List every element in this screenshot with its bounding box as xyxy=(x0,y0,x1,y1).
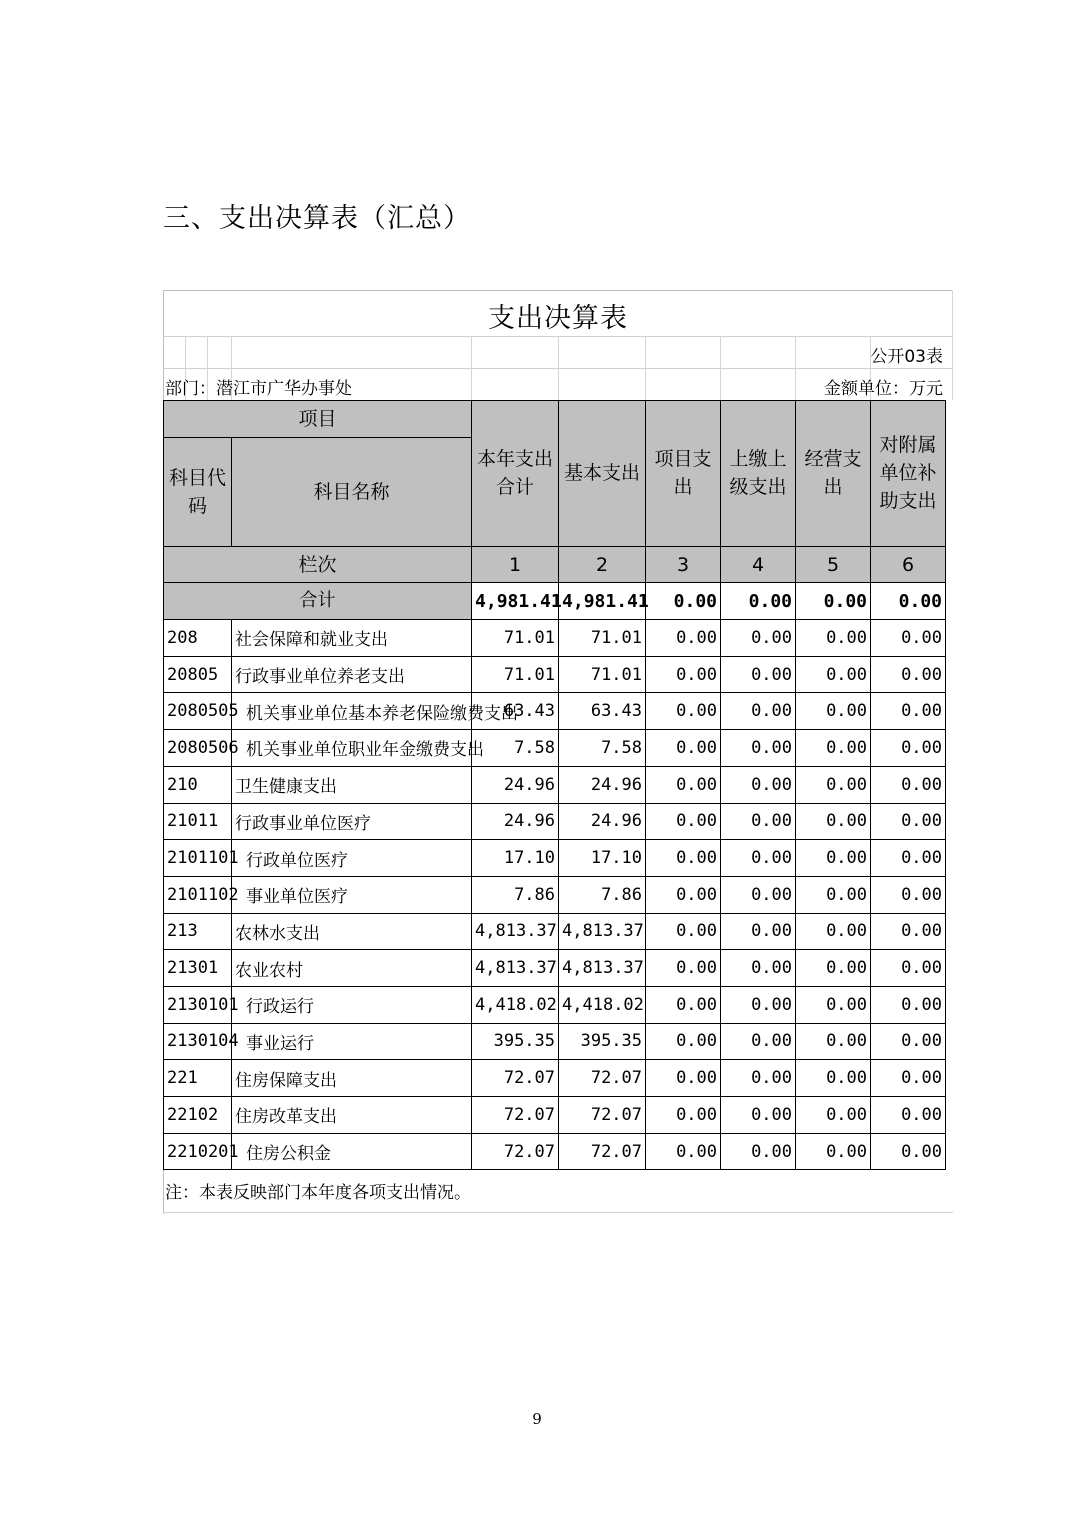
subject-code: 208 xyxy=(164,620,232,657)
subject-name: 行政运行 xyxy=(232,986,472,1023)
column-index-label: 栏次 xyxy=(164,546,472,583)
amount-cell: 4,813.37 xyxy=(472,913,559,950)
expenditure-table xyxy=(163,400,946,1170)
subject-code: 2101101 xyxy=(164,840,232,877)
subject-name: 卫生健康支出 xyxy=(232,766,472,803)
subject-code: 21301 xyxy=(164,950,232,987)
subject-name: 农业农村 xyxy=(232,950,472,987)
amount-cell: 0.00 xyxy=(646,1133,721,1170)
subject-code: 2080505 xyxy=(164,693,232,730)
amount-cell: 24.96 xyxy=(472,803,559,840)
amount-cell: 0.00 xyxy=(871,1060,946,1097)
amount-cell: 0.00 xyxy=(796,766,871,803)
amount-cell: 24.96 xyxy=(559,766,646,803)
total-value: 0.00 xyxy=(646,583,721,620)
table-row xyxy=(164,803,946,840)
amount-cell: 72.07 xyxy=(559,1097,646,1134)
total-label: 合计 xyxy=(164,583,472,620)
subject-name: 机关事业单位基本养老保险缴费支出 xyxy=(232,693,472,730)
amount-cell: 0.00 xyxy=(646,950,721,987)
column-number: 6 xyxy=(871,546,946,583)
total-value: 4,981.41 xyxy=(559,583,646,620)
amount-cell: 0.00 xyxy=(721,950,796,987)
subject-name: 行政事业单位养老支出 xyxy=(232,656,472,693)
subject-name: 社会保障和就业支出 xyxy=(232,620,472,657)
amount-cell: 0.00 xyxy=(871,1023,946,1060)
table-row xyxy=(164,1023,946,1060)
amount-cell: 0.00 xyxy=(646,803,721,840)
amount-cell: 4,813.37 xyxy=(472,950,559,987)
table-row xyxy=(164,1060,946,1097)
total-value: 4,981.41 xyxy=(472,583,559,620)
amount-cell: 0.00 xyxy=(646,840,721,877)
amount-cell: 63.43 xyxy=(559,693,646,730)
amount-cell: 7.58 xyxy=(559,730,646,767)
table-row xyxy=(164,656,946,693)
amount-cell: 0.00 xyxy=(871,950,946,987)
amount-cell: 0.00 xyxy=(721,1097,796,1134)
subject-name: 行政事业单位医疗 xyxy=(232,803,472,840)
amount-cell: 0.00 xyxy=(721,620,796,657)
column-number: 1 xyxy=(472,546,559,583)
subject-name: 住房保障支出 xyxy=(232,1060,472,1097)
subject-code: 21011 xyxy=(164,803,232,840)
amount-cell: 0.00 xyxy=(721,730,796,767)
table-row xyxy=(164,1097,946,1134)
amount-cell: 0.00 xyxy=(721,693,796,730)
subject-code: 221 xyxy=(164,1060,232,1097)
grid-line xyxy=(163,1212,953,1213)
amount-cell: 0.00 xyxy=(871,1097,946,1134)
amount-cell: 24.96 xyxy=(472,766,559,803)
total-value: 0.00 xyxy=(871,583,946,620)
subject-code: 22102 xyxy=(164,1097,232,1134)
subject-name: 事业单位医疗 xyxy=(232,876,472,913)
table-row xyxy=(164,1133,946,1170)
table-row xyxy=(164,766,946,803)
unit-label: 金额单位：万元 xyxy=(824,379,943,399)
total-value: 0.00 xyxy=(796,583,871,620)
amount-cell: 0.00 xyxy=(796,730,871,767)
table-row xyxy=(164,730,946,767)
amount-cell: 0.00 xyxy=(721,656,796,693)
subject-name: 住房公积金 xyxy=(232,1133,472,1170)
subject-code: 210 xyxy=(164,766,232,803)
subject-name: 农林水支出 xyxy=(232,913,472,950)
amount-cell: 0.00 xyxy=(721,876,796,913)
amount-cell: 72.07 xyxy=(472,1060,559,1097)
table-note: 注：本表反映部门本年度各项支出情况。 xyxy=(165,1183,471,1203)
amount-cell: 0.00 xyxy=(796,876,871,913)
amount-cell: 71.01 xyxy=(559,620,646,657)
amount-cell: 0.00 xyxy=(721,986,796,1023)
amount-cell: 0.00 xyxy=(796,803,871,840)
subject-name: 住房改革支出 xyxy=(232,1097,472,1134)
amount-cell: 17.10 xyxy=(472,840,559,877)
amount-cell: 7.58 xyxy=(472,730,559,767)
total-row xyxy=(164,583,946,620)
form-code: 公开03表 xyxy=(870,347,943,367)
subject-name: 事业运行 xyxy=(232,1023,472,1060)
amount-cell: 395.35 xyxy=(472,1023,559,1060)
amount-cell: 72.07 xyxy=(472,1133,559,1170)
column-number: 3 xyxy=(646,546,721,583)
subject-code: 2130104 xyxy=(164,1023,232,1060)
amount-cell: 0.00 xyxy=(871,913,946,950)
amount-cell: 0.00 xyxy=(646,1023,721,1060)
amount-cell: 0.00 xyxy=(796,693,871,730)
table-row xyxy=(164,876,946,913)
amount-cell: 0.00 xyxy=(646,913,721,950)
total-value: 0.00 xyxy=(721,583,796,620)
amount-cell: 0.00 xyxy=(721,913,796,950)
amount-cell: 0.00 xyxy=(796,913,871,950)
amount-cell: 0.00 xyxy=(646,986,721,1023)
header-name: 科目名称 xyxy=(232,437,472,546)
amount-cell: 0.00 xyxy=(871,1133,946,1170)
amount-cell: 0.00 xyxy=(796,656,871,693)
table-row xyxy=(164,950,946,987)
amount-cell: 4,813.37 xyxy=(559,950,646,987)
column-number: 2 xyxy=(559,546,646,583)
amount-cell: 0.00 xyxy=(796,1133,871,1170)
amount-cell: 72.07 xyxy=(472,1097,559,1134)
subject-name: 行政单位医疗 xyxy=(232,840,472,877)
grid-line xyxy=(720,336,721,400)
amount-cell: 0.00 xyxy=(796,1097,871,1134)
grid-line xyxy=(645,336,646,400)
amount-cell: 17.10 xyxy=(559,840,646,877)
amount-cell: 0.00 xyxy=(721,766,796,803)
amount-cell: 0.00 xyxy=(721,803,796,840)
amount-cell: 71.01 xyxy=(559,656,646,693)
amount-cell: 4,418.02 xyxy=(472,986,559,1023)
amount-cell: 7.86 xyxy=(559,876,646,913)
subject-code: 2130101 xyxy=(164,986,232,1023)
header-basic-expenditure: 基本支出 xyxy=(559,401,646,547)
page-number: 9 xyxy=(532,1410,542,1428)
amount-cell: 0.00 xyxy=(796,1023,871,1060)
amount-cell: 24.96 xyxy=(559,803,646,840)
amount-cell: 4,418.02 xyxy=(559,986,646,1023)
amount-cell: 0.00 xyxy=(871,730,946,767)
header-operating-expenditure: 经营支出 xyxy=(796,401,871,547)
amount-cell: 0.00 xyxy=(871,656,946,693)
amount-cell: 0.00 xyxy=(796,950,871,987)
amount-cell: 0.00 xyxy=(871,840,946,877)
grid-line xyxy=(795,336,796,400)
subject-code: 2210201 xyxy=(164,1133,232,1170)
table-row xyxy=(164,620,946,657)
grid-line xyxy=(558,336,559,400)
table-row xyxy=(164,913,946,950)
amount-cell: 0.00 xyxy=(721,1133,796,1170)
amount-cell: 0.00 xyxy=(646,693,721,730)
header-code: 科目代码 xyxy=(164,437,232,546)
amount-cell: 0.00 xyxy=(646,876,721,913)
expenditure-sheet xyxy=(163,290,953,1214)
amount-cell: 71.01 xyxy=(472,656,559,693)
amount-cell: 0.00 xyxy=(721,1023,796,1060)
amount-cell: 71.01 xyxy=(472,620,559,657)
column-number: 4 xyxy=(721,546,796,583)
table-row xyxy=(164,693,946,730)
subject-code: 213 xyxy=(164,913,232,950)
amount-cell: 0.00 xyxy=(871,876,946,913)
table-row xyxy=(164,840,946,877)
table-row xyxy=(164,986,946,1023)
amount-cell: 0.00 xyxy=(871,693,946,730)
subject-name: 机关事业单位职业年金缴费支出 xyxy=(232,730,472,767)
amount-cell: 0.00 xyxy=(646,766,721,803)
amount-cell: 0.00 xyxy=(646,656,721,693)
department-label: 部门：潜江市广华办事处 xyxy=(165,379,352,399)
amount-cell: 4,813.37 xyxy=(559,913,646,950)
subject-code: 20805 xyxy=(164,656,232,693)
header-remit-upper-expenditure: 上缴上级支出 xyxy=(721,401,796,547)
header-subsidiary-subsidy: 对附属单位补助支出 xyxy=(871,401,946,547)
amount-cell: 0.00 xyxy=(796,1060,871,1097)
grid-line xyxy=(471,336,472,400)
amount-cell: 0.00 xyxy=(646,620,721,657)
amount-cell: 395.35 xyxy=(559,1023,646,1060)
amount-cell: 0.00 xyxy=(871,620,946,657)
amount-cell: 7.86 xyxy=(472,876,559,913)
amount-cell: 0.00 xyxy=(871,803,946,840)
amount-cell: 0.00 xyxy=(871,986,946,1023)
header-project-expenditure: 项目支出 xyxy=(646,401,721,547)
amount-cell: 72.07 xyxy=(559,1060,646,1097)
subject-code: 2080506 xyxy=(164,730,232,767)
amount-cell: 0.00 xyxy=(721,840,796,877)
column-number: 5 xyxy=(796,546,871,583)
sheet-title: 支出决算表 xyxy=(488,303,628,334)
amount-cell: 72.07 xyxy=(559,1133,646,1170)
amount-cell: 0.00 xyxy=(796,840,871,877)
amount-cell: 0.00 xyxy=(646,1060,721,1097)
grid-line xyxy=(163,290,953,291)
amount-cell: 0.00 xyxy=(646,1097,721,1134)
section-heading: 三、支出决算表（汇总） xyxy=(163,203,471,234)
amount-cell: 0.00 xyxy=(646,730,721,767)
header-total-expenditure: 本年支出合计 xyxy=(472,401,559,547)
amount-cell: 0.00 xyxy=(721,1060,796,1097)
subject-code: 2101102 xyxy=(164,876,232,913)
amount-cell: 0.00 xyxy=(796,986,871,1023)
amount-cell: 63.43 xyxy=(472,693,559,730)
amount-cell: 0.00 xyxy=(871,766,946,803)
header-project: 项目 xyxy=(164,401,472,438)
amount-cell: 0.00 xyxy=(796,620,871,657)
